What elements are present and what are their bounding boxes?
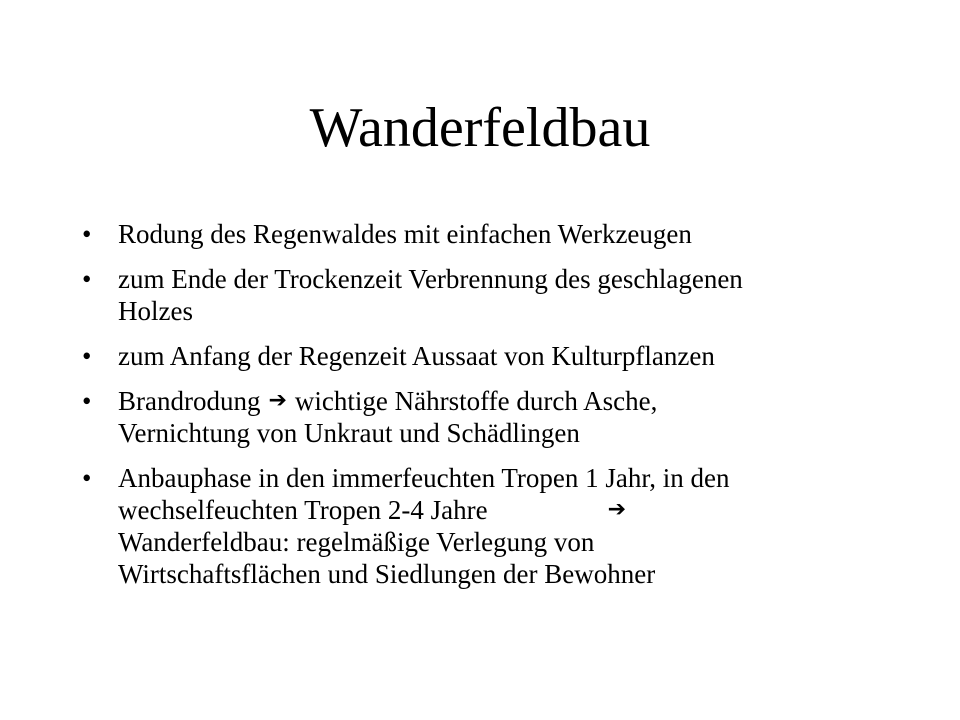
bullet-text: Wanderfeldbau: regelmäßige Verlegung von — [118, 527, 595, 557]
list-item — [80, 462, 880, 590]
bullet-icon: • — [82, 463, 92, 493]
bullet-text: zum Anfang der Regenzeit Aussaat von Kulturpflanzen — [118, 341, 715, 371]
bullet-text: Anbauphase in den immerfeuchten Tropen 1 Jahr, in den — [118, 463, 730, 493]
list-item — [80, 340, 880, 372]
list-item — [80, 218, 880, 250]
bullet-text: Rodung des Regenwaldes mit einfachen Werkzeugen — [118, 219, 692, 249]
arrow-right-icon: ➔ — [268, 388, 287, 413]
bullet-text: Wirtschaftsflächen und Siedlungen der Bewohner — [118, 559, 656, 589]
bullet-text: wichtige Nährstoffe durch Asche, — [294, 386, 658, 416]
list-item — [80, 263, 880, 327]
bullet-text: zum Ende der Trockenzeit Verbrennung des geschlagenen — [118, 264, 743, 294]
bullet-icon: • — [82, 264, 92, 294]
list-item — [80, 385, 880, 449]
bullet-text: wechselfeuchten Tropen 2-4 Jahre — [118, 495, 488, 525]
bullet-icon: • — [82, 341, 92, 371]
arrow-right-icon: ➔ — [607, 497, 627, 522]
bullet-line — [118, 494, 880, 526]
bullet-icon: • — [82, 219, 92, 249]
bullet-text: Holzes — [118, 296, 193, 326]
bullet-line — [118, 385, 880, 417]
bullet-text: Brandrodung — [118, 386, 261, 416]
bullet-list — [80, 218, 880, 603]
bullet-text: Vernichtung von Unkraut und Schädlingen — [118, 418, 580, 448]
bullet-icon: • — [82, 386, 92, 416]
slide-title: Wanderfeldbau — [309, 97, 651, 159]
